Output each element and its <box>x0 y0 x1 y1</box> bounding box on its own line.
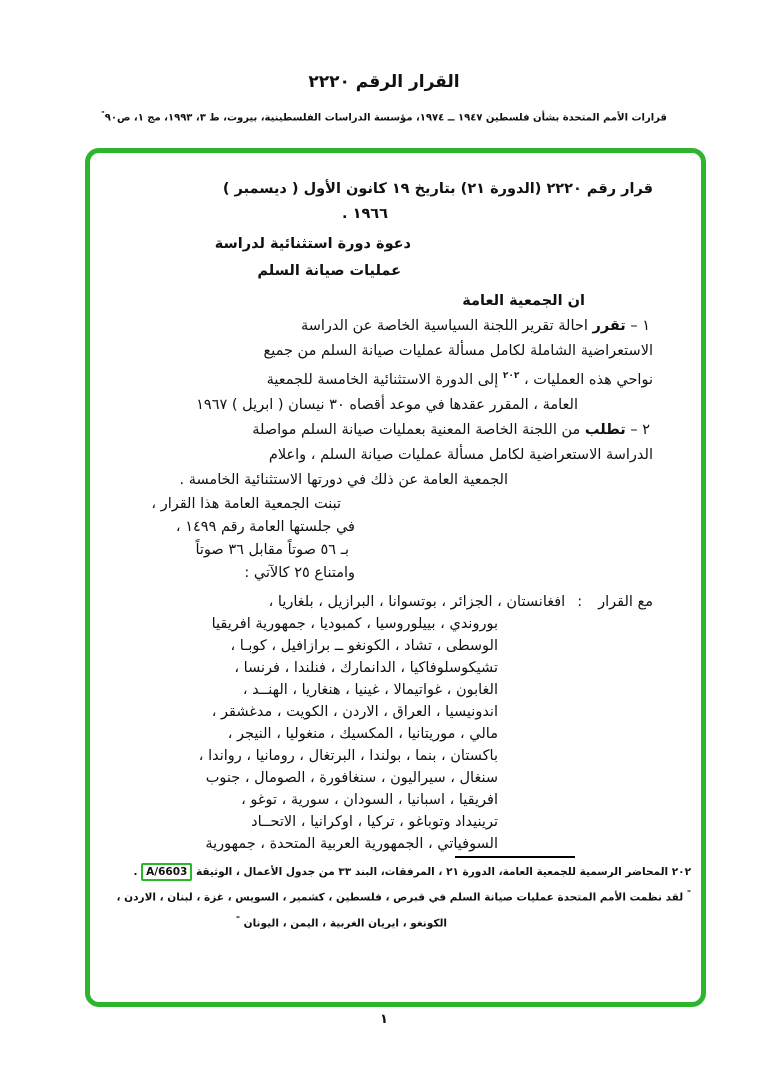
vote-country-line: باكستان ، بنما ، بولندا ، البرتغال ، رومانيا ، رواندا ، <box>198 747 498 764</box>
resolution-heading-line1: قرار رقم ٢٢٢٠ (الدورة ٢١) بتاريخ ١٩ كانون الأول ( ديسمبر ) <box>222 181 653 197</box>
footnote-3 <box>106 909 691 935</box>
paragraph-2-line3: الجمعية العامة عن ذلك في دورتها الاستثنائية الخامسة . <box>179 471 508 488</box>
vote-first-row <box>170 591 653 613</box>
footnotes <box>106 856 691 934</box>
resolution-heading-line2: ١٩٦٦ . <box>342 206 388 222</box>
vote-colon: : <box>577 593 583 610</box>
doc-title: القرار الرقم ٢٢٢٠ <box>308 72 460 92</box>
paragraph-2-verb: تطلب <box>584 421 626 438</box>
footnote-1-number: ٢٠٢ <box>668 866 691 878</box>
vote-country-line: افغانستان ، الجزائر ، بوتسوانا ، البرازيل ، بلغاريا ، <box>268 593 566 610</box>
adoption-line4: وامتناع ٢٥ كالآتي : <box>244 564 355 581</box>
vote-country-line: اندونيسيا ، العراق ، الاردن ، الكويت ، مدغشقر ، <box>211 703 498 720</box>
citation-footnote-marker: " <box>101 110 105 118</box>
paragraph-1-line3-post: إلى الدورة الاستثنائية الخامسة للجمعية <box>266 371 503 388</box>
paragraph-1-line3-pre: نواحي هذه العمليات ، <box>519 371 653 388</box>
resolution-subtitle <box>170 231 653 285</box>
adoption-line3: بـ ٥٦ صوتاً مقابل ٣٦ صوتاً <box>195 541 349 558</box>
vote-country-line: الغابون ، غواتيمالا ، غينيا ، هنغاريا ، الهنــد ، <box>242 681 498 698</box>
paragraph-1-line3 <box>170 364 653 393</box>
paragraph-1-line1-rest: احالة تقرير اللجنة السياسية الخاصة عن الدراسة <box>300 318 593 334</box>
footnote-ref-202: ٢٠٢ <box>502 371 520 381</box>
vote-section <box>170 591 653 855</box>
footnote-1 <box>106 862 691 883</box>
annotation-box <box>85 148 706 1007</box>
footnote-separator <box>455 856 575 858</box>
paragraph-2 <box>170 418 653 493</box>
vote-label: مع القرار <box>598 593 653 610</box>
paragraph-2-line1-rest: من اللجنة الخاصة المعنية بعمليات صيانة السلم مواصلة <box>252 421 585 438</box>
vote-country-line: ترينيداد وتوباغو ، تركيا ، اوكرانيا ، الاتحــاد <box>251 813 498 830</box>
paragraph-1-line2: الاستعراضية الشاملة لكامل مسألة عمليات صيانة السلم من جميع <box>263 343 653 359</box>
resolution-subtitle-line2: عمليات صيانة السلم <box>257 263 401 279</box>
source-citation <box>0 110 768 123</box>
page-number: ١ <box>380 1012 388 1027</box>
vote-country-line: افريقيا ، اسبانيا ، السودان ، سورية ، توغو ، <box>241 791 498 808</box>
document-ref-highlight: A/6603 <box>141 863 192 881</box>
paragraph-1-line4: العامة ، المقرر عقدها في موعد أقصاه ٣٠ نيسان ( ابريل ) ١٩٦٧ <box>196 396 578 413</box>
vote-country-line: سنغال ، سيراليون ، سنغافورة ، الصومال ، جنوب <box>205 769 498 786</box>
paragraph-1-verb: تقرر <box>592 318 626 334</box>
resolution-subtitle-line1: دعوة دورة استثنائية لدراسة <box>214 236 411 252</box>
paragraph-1-number: ١ – <box>625 318 650 334</box>
vote-country-line: تشيكوسلوفاكيا ، الدانمارك ، فنلندا ، فرنسا ، <box>234 659 498 676</box>
footnote-2 <box>106 883 691 909</box>
paragraph-1 <box>170 314 653 418</box>
assembly-intro: ان الجمعية العامة <box>462 293 585 309</box>
footnote-2-text: لقد نظمت الأمم المتحدة عمليات صيانة السلم في قبرص ، فلسطين ، كشمير ، السويس ، غزة ، لبنان ، الاردن ، <box>116 891 687 904</box>
vote-country-line: السوفياتي ، الجمهورية العربية المتحدة ، جمهورية <box>205 835 498 852</box>
paragraph-2-number: ٢ – <box>625 421 650 438</box>
paragraph-2-line2: الدراسة الاستعراضية لكامل مسألة عمليات صيانة السلم ، واعلام <box>268 446 653 463</box>
footnote-1-end: . <box>133 866 142 878</box>
footnote-1-text: المحاضر الرسمية للجمعية العامة، الدورة ٢١ ، المرفقات، البند ٣٣ من جدول الأعمال ، الوثيقة <box>192 866 669 878</box>
vote-country-line: الوسطى ، تشاد ، الكونغو ــ برازافيل ، كوبـا ، <box>230 637 498 654</box>
footnote-3-marker: " <box>235 914 240 924</box>
adoption-line2: في جلستها العامة رقم ١٤٩٩ ، <box>175 518 355 535</box>
vote-country-line: بوروندي ، بييلوروسيا ، كمبوديا ، جمهورية افريقيا <box>211 615 498 632</box>
paragraph-2-line1 <box>170 418 653 443</box>
resolution-body <box>90 153 701 855</box>
vote-country-line: مالي ، موريتانيا ، المكسيك ، منغوليا ، النيجر ، <box>227 725 498 742</box>
adoption-line1: تبنت الجمعية العامة هذا القرار ، <box>151 495 341 512</box>
footnote-3-text: الكونغو ، ايريان الغربية ، اليمن ، اليونان <box>240 917 447 929</box>
adoption-note <box>151 493 653 585</box>
footnote-2-marker: " <box>686 889 691 898</box>
paragraph-1-line1 <box>170 314 653 339</box>
citation-text: قرارات الأمم المتحدة بشأن فلسطين ١٩٤٧ ــ ١٩٧٤، مؤسسة الدراسات الفلسطينية، بيروت، ط ٣، ١٩٩٣، مج ١، ص٩٠ <box>104 112 667 124</box>
